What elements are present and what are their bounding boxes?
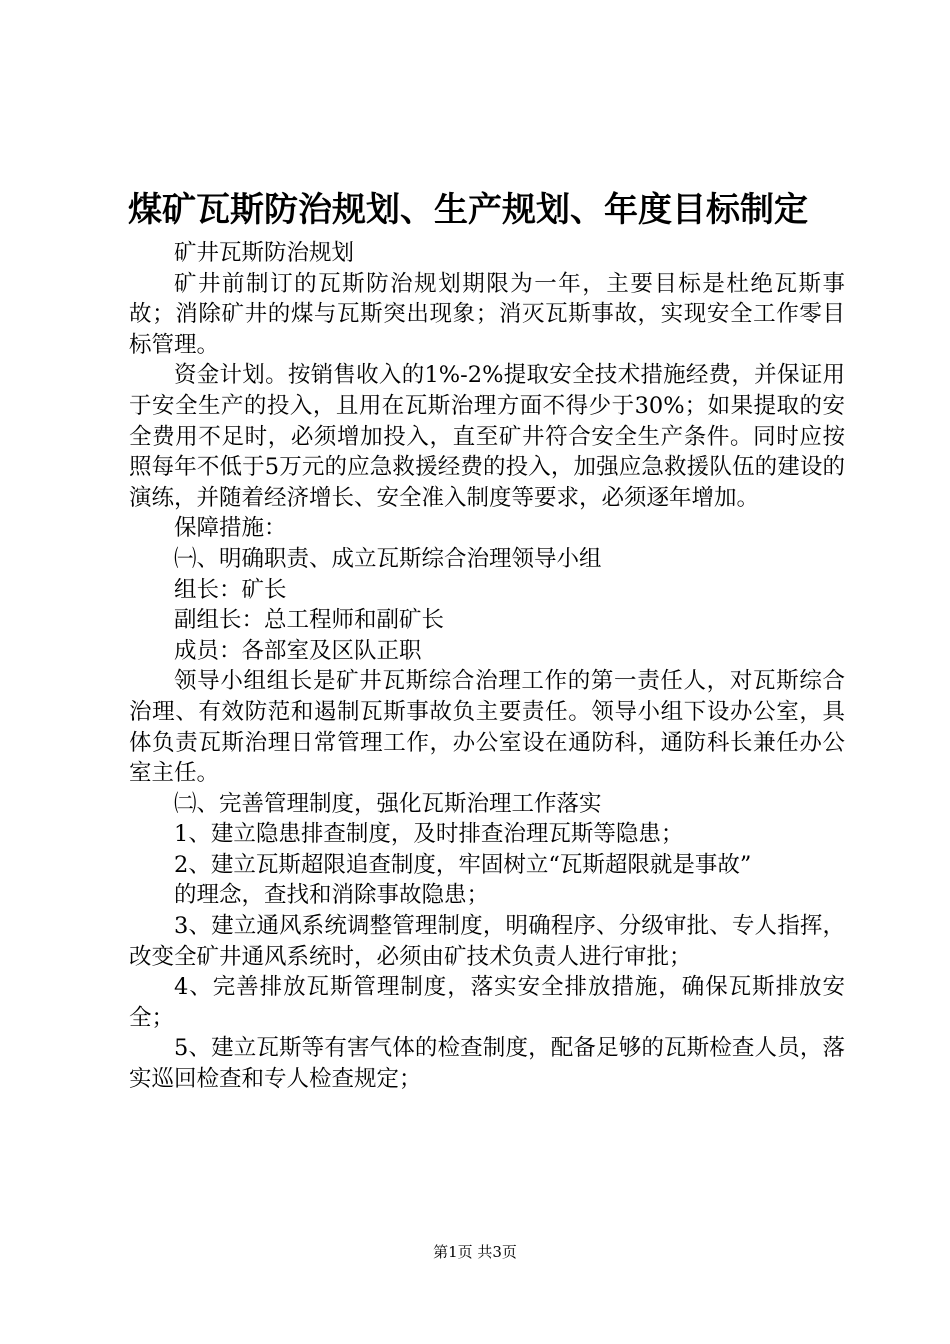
paragraph: 4、完善排放瓦斯管理制度，落实安全排放措施，确保瓦斯排放安全； xyxy=(129,974,845,1031)
paragraph: 1、建立隐患排查制度，及时排查治理瓦斯等隐患； xyxy=(174,821,684,848)
paragraph: 的理念，查找和消除事故隐患； xyxy=(174,882,490,909)
document-title: 煤矿瓦斯防治规划、生产规划、年度目标制定 xyxy=(128,190,808,230)
paragraph: 矿井前制订的瓦斯防治规划期限为一年，主要目标是杜绝瓦斯事故；消除矿井的煤与瓦斯突出现象；消灭瓦斯事故，实现安全工作零目标管理。 xyxy=(129,270,845,358)
paragraph: 领导小组组长是矿井瓦斯综合治理工作的第一责任人，对瓦斯综合治理、有效防范和遏制瓦斯事故负主要责任。领导小组下设办公室，具体负责瓦斯治理日常管理工作，办公室设在通防科，通防科长兼任办公室主任。 xyxy=(129,668,845,787)
paragraph: ㈡、完善管理制度，强化瓦斯治理工作落实 xyxy=(174,790,602,817)
paragraph: 资金计划。按销售收入的1%-2%提取安全技术措施经费，并保证用于安全生产的投入，且用在瓦斯治理方面不得少于30%；如果提取的安全费用不足时，必须增加投入，直至矿井符合安全生产条件。同时应按照每年不低于5万元的应急救援经费的投入，加强应急救援队伍的建设的演练，并随着经济增长、安全准入制度等要求，必须逐年增加。 xyxy=(129,362,845,511)
paragraph: ㈠、明确职责、成立瓦斯综合治理领导小组 xyxy=(174,545,602,572)
page-footer: 第1页 共3页 xyxy=(433,1243,517,1261)
paragraph: 3、建立通风系统调整管理制度，明确程序、分级审批、专人指挥，改变全矿井通风系统时，必须由矿技术负责人进行审批； xyxy=(129,913,845,970)
document-body xyxy=(129,238,845,1095)
paragraph: 5、建立瓦斯等有害气体的检查制度，配备足够的瓦斯检查人员，落实巡回检查和专人检查规定； xyxy=(129,1035,845,1093)
paragraph: 2、建立瓦斯超限追查制度，牢固树立“瓦斯超限就是事故” xyxy=(174,851,752,878)
paragraph: 组长：矿长 xyxy=(174,576,287,603)
paragraph: 保障措施： xyxy=(174,515,287,542)
paragraph: 矿井瓦斯防治规划 xyxy=(174,240,355,266)
paragraph: 副组长：总工程师和副矿长 xyxy=(174,607,445,634)
paragraph: 成员：各部室及区队正职 xyxy=(174,637,422,664)
